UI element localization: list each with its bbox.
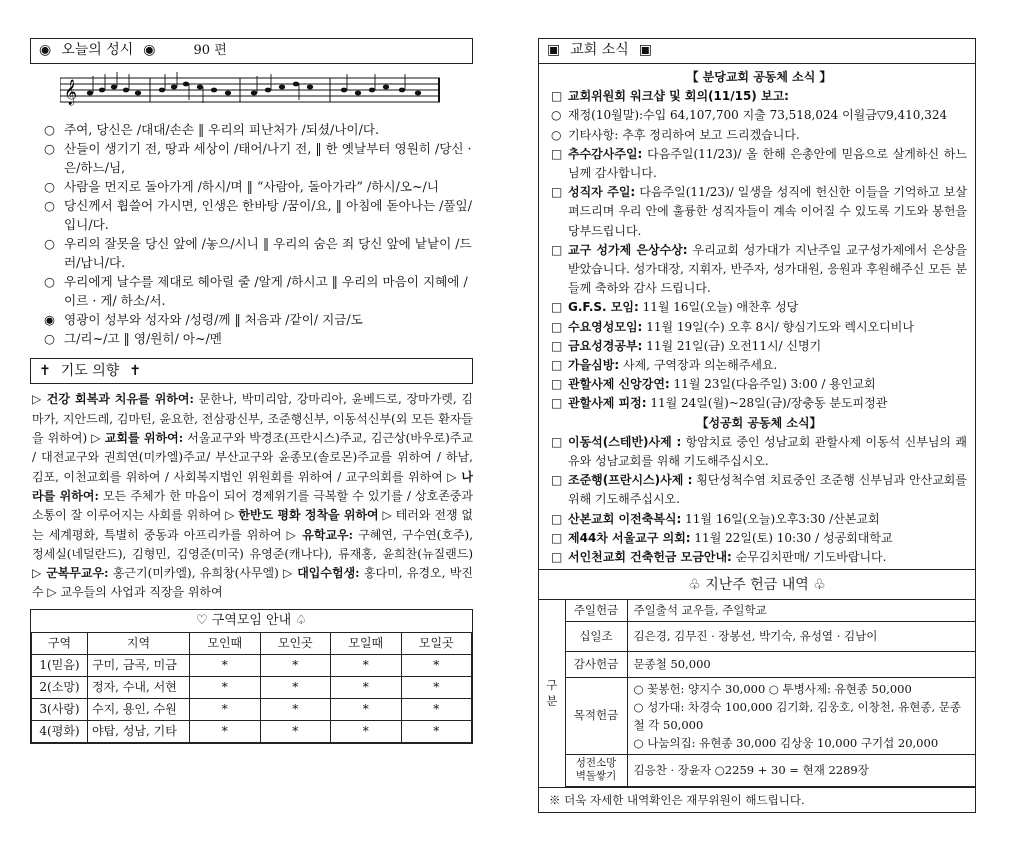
news-item: □ G.F.S. 모임: 11월 16일(오늘) 애찬후 성당 — [551, 300, 799, 315]
heart-icon: ♡ — [195, 612, 208, 628]
news-item: □ 산본교회 이전축복식: 11월 16일(오늘)오후3:30 /산본교회 — [551, 511, 880, 526]
hymn-title: 오늘의 성시 — [61, 42, 134, 59]
table-row: 감사헌금 문종철 50,000 — [539, 651, 975, 677]
hymn-verse: ○ 당신께서 휩쓸어 가시면, 인생은 한바탕 /꿈이/요, ‖ 아침에 돋아나는 /풀잎/입니/다. — [44, 198, 472, 233]
offering-table — [539, 600, 975, 786]
triangle-icon: ▷ — [225, 508, 239, 523]
triangle-icon: ▷ — [47, 585, 61, 600]
news-item: ○ 재정(10월말):수입 64,107,700 지출 73,518,024 이월금▽9,410,324 — [551, 108, 948, 123]
news-item: □ 교구 성가제 은상수상: 우리교회 성가대가 지난주일 교구성가제에서 은상을 받았습니다. 성가대장, 지휘자, 반주자, 성가대원, 응원과 후원해주신 모든 분들께 축하와 감사 드립니다. — [551, 242, 967, 296]
table-row: 4(평화) 야탑, 성남, 기타 * * * * — [32, 720, 472, 742]
news-item: □ 관할사제 신앙강연: 11월 23일(다음주일) 3:00 / 용인교회 — [551, 377, 876, 392]
news-item: □ 금요성경공부: 11월 21일(금) 오전11시/ 신명기 — [551, 338, 822, 353]
triangle-icon: ▷ — [32, 392, 47, 407]
news-item: □ 가을심방: 사제, 구역장과 의논해주세요. — [551, 358, 778, 373]
hymn-verse: ◉ 영광이 성부와 성자와 /성령/께 ‖ 처음과 /같이/ 지금/도 — [44, 312, 363, 328]
offering-box — [538, 570, 976, 813]
table-row: 3(사랑) 수지, 용인, 수원 * * * * — [32, 698, 472, 720]
news-title: 교회 소식 — [570, 42, 629, 59]
group-meeting-header: ♡ 구역모임 안내 ♤ — [195, 612, 308, 628]
cross-icon: ✝ — [39, 362, 51, 379]
news-item: □ 조준행(프란시스)사제 : 횡단성척수염 치료중인 조준행 신부님과 안산교회를 위해 기도해주십시오. — [551, 473, 967, 507]
club-icon: ♧ — [813, 577, 826, 594]
offering-side-label: 구분 — [539, 600, 565, 786]
news-item: □ 추수감사주일: 다음주일(11/23)/ 올 한해 은총안에 믿음으로 살게하신 하느님께 감사합니다. — [551, 146, 967, 181]
table-row: 1(믿음) 구미, 금곡, 미금 * * * * — [32, 654, 472, 676]
hymn-header — [30, 38, 473, 64]
news-item: □ 성직자 주일: 다음주일(11/23)/ 일생을 성직에 헌신한 이들을 기억하고 보살펴드리며 우리 안에 훌륭한 성직자들이 계속 이어질 수 있도록 기도와 봉헌을 당부드립니다. — [551, 185, 967, 238]
bullet-icon: ◉ — [39, 42, 52, 59]
triangle-icon: ▷ — [32, 566, 47, 581]
right-column — [538, 38, 976, 813]
table-row: 목적헌금 ○ 꽃봉헌: 양지수 30,000 ○ 투병사제: 유현종 50,000 ○ 성가대: 차경숙 100,000 김기화, 김웅호, 이창천, 유현종, 문종철 각 50,000 ○ 나눔의집: 유현종 30,000 김상웅 10,000 구기섭 20,000 — [539, 677, 975, 754]
left-column — [30, 38, 473, 744]
news-item: ○ 기타사항: 추후 정리하여 보고 드리겠습니다. — [551, 127, 800, 142]
bullet-icon: ◉ — [143, 42, 156, 59]
news-item: □ 제44차 서울교구 의회: 11월 22일(토) 10:30 / 성공회대학교 — [551, 530, 893, 545]
square-icon: ▣ — [638, 42, 653, 59]
triangle-icon: ▷ — [382, 508, 396, 523]
news-item: □ 수요영성모임: 11월 19일(수) 오후 8시/ 향심기도와 렉시오디비나 — [551, 319, 914, 334]
triangle-icon: ▷ — [447, 469, 462, 484]
offering-footnote: ※ 더욱 자세한 내역확인은 재무위원이 해드립니다. — [539, 787, 975, 812]
hymn-verse: ○ 주여, 당신은 /대대/손손 ‖ 우리의 피난처가 /되셨/나이/다. — [44, 122, 380, 138]
svg-text:𝄞: 𝄞 — [64, 80, 78, 105]
prayer-intentions: ▷ 건강 회복과 치유를 위하여: 문한나, 박미리암, 강마리아, 윤베드로, 장마가렛, 김마가, 지안드레, 김마틴, 윤요한, 전삼광신부, 조준행신부, 이동석신부(외 모든 환자들을 위하여) ▷ 교회를 위하여: 서울교구와 박경조(프란시스)주교, 김근상(바우로)주교 / 대전교구와 권희연(미카엘)주교/ 부산교구와 윤종모(솔로몬)주교를 위하여 / 하남, 김포, 이천교회를 위하여 / 사회복지법인 위원회를 위하여 / 교구의회를 위하여 ▷ 나라를 위하여: 모든 주체가 한 마음이 되어 경제위기를 극복할 수 있기를 / 상호존중과 소통이 잘 이루어지는 사회를 위하여 ▷ 한반도 평화 정착을 위하여 ▷ 테러와 전쟁 없는 세계평화, 특별히 중동과 아프리카를 위하여 ▷ 유학교우: 구혜연, 구수연(호주), 정세실(네덜란드), 김형민, 김영준(미국) 유영준(캐나다), 류재홍, 윤희찬(뉴질랜드) ▷ 군복무교우: 홍근기(미카엘), 유희창(사무엘) ▷ 대입수험생: 홍다미, 유경오, 박진수 ▷ 교우들의 사업과 직장을 위하여 — [32, 392, 474, 600]
section-heading: 【 분당교회 공동체 소식 】 — [686, 70, 832, 84]
cross-icon: ✝ — [129, 362, 142, 379]
prayer-title: 기도 의향 — [60, 362, 120, 379]
table-row: 성전소망 벽돌쌓기 김응찬 · 장윤자 ○2259 + 30 = 현재 2289장 — [539, 754, 975, 786]
news-item: □ 교회위원회 워크샵 및 회의(11/15) 보고: — [551, 89, 789, 104]
triangle-icon: ▷ — [286, 527, 303, 542]
hymn-verse-list — [30, 120, 473, 348]
news-header — [538, 38, 976, 64]
hymn-verse: ○ 우리에게 날수를 제대로 헤아릴 줄 /알게 /하시고 ‖ 우리의 마음이 지혜에 /이르 · 게/ 하소/서. — [44, 274, 468, 309]
triangle-icon: ▷ — [283, 566, 298, 581]
news-item: □ 관할사제 피정: 11월 24일(월)~28일(금)/장충동 분도피정관 — [551, 396, 888, 411]
table-row: 2(소망) 정자, 수내, 서현 * * * * — [32, 676, 472, 698]
hymn-verse: ○ 사람을 먼지로 돌아가게 /하시/며 ‖ “사람아, 돌아가라” /하시/오~/니 — [44, 179, 439, 195]
hymn-number: 90 편 — [193, 42, 227, 58]
group-meeting-box — [30, 609, 473, 744]
hymn-verse: ○ 산들이 생기기 전, 땅과 세상이 /태어/나기 전, ‖ 한 옛날부터 영원히 /당신 · 은/하느/님, — [44, 141, 472, 176]
news-item: □ 이동석(스테반)사제 : 항암치료 중인 성남교회 관할사제 이동석 신부님의 쾌유와 성남교회를 위해 기도해주십시오. — [551, 434, 967, 469]
table-row: 십일조 김은경, 김무진 · 장봉선, 박기숙, 유성열 · 김남이 — [539, 621, 975, 651]
triangle-icon: ▷ — [91, 431, 105, 446]
square-icon: ▣ — [547, 42, 561, 59]
news-body — [538, 64, 976, 570]
table-row: 구분 주일헌금 주일출석 교우들, 주일학교 — [539, 600, 975, 621]
section-heading: 【성공회 공동체 소식】 — [696, 415, 822, 430]
music-staff-image — [60, 70, 440, 110]
offering-header: ♧ 지난주 헌금 내역 ♧ — [539, 570, 975, 600]
spade-icon: ♤ — [295, 612, 308, 628]
hymn-verse: ○ 우리의 잘못을 당신 앞에 /놓으/시니 ‖ 우리의 숨은 죄 당신 앞에 낱낱이 /드러/납니/다. — [44, 236, 472, 271]
club-icon: ♧ — [688, 577, 701, 594]
group-meeting-table: 구역 지역 모인때 모인곳 모일때 모일곳 1(믿음) 구미, 금곡, 미금 * * * * 2(소망) 정자, 수내, 서현 * * * * 3(사랑) 수지, 용인, 수원 * * * * 4(평화) 야탑, 성남, 기타 * * * * — [31, 632, 472, 743]
prayer-header — [30, 358, 473, 384]
hymn-verse: ○ 그/리~/고 ‖ 영/원히/ 아~/멘 — [44, 331, 222, 347]
news-item: □ 서인천교회 건축헌금 모금안내: 순무김치판매/ 기도바랍니다. — [551, 550, 887, 565]
